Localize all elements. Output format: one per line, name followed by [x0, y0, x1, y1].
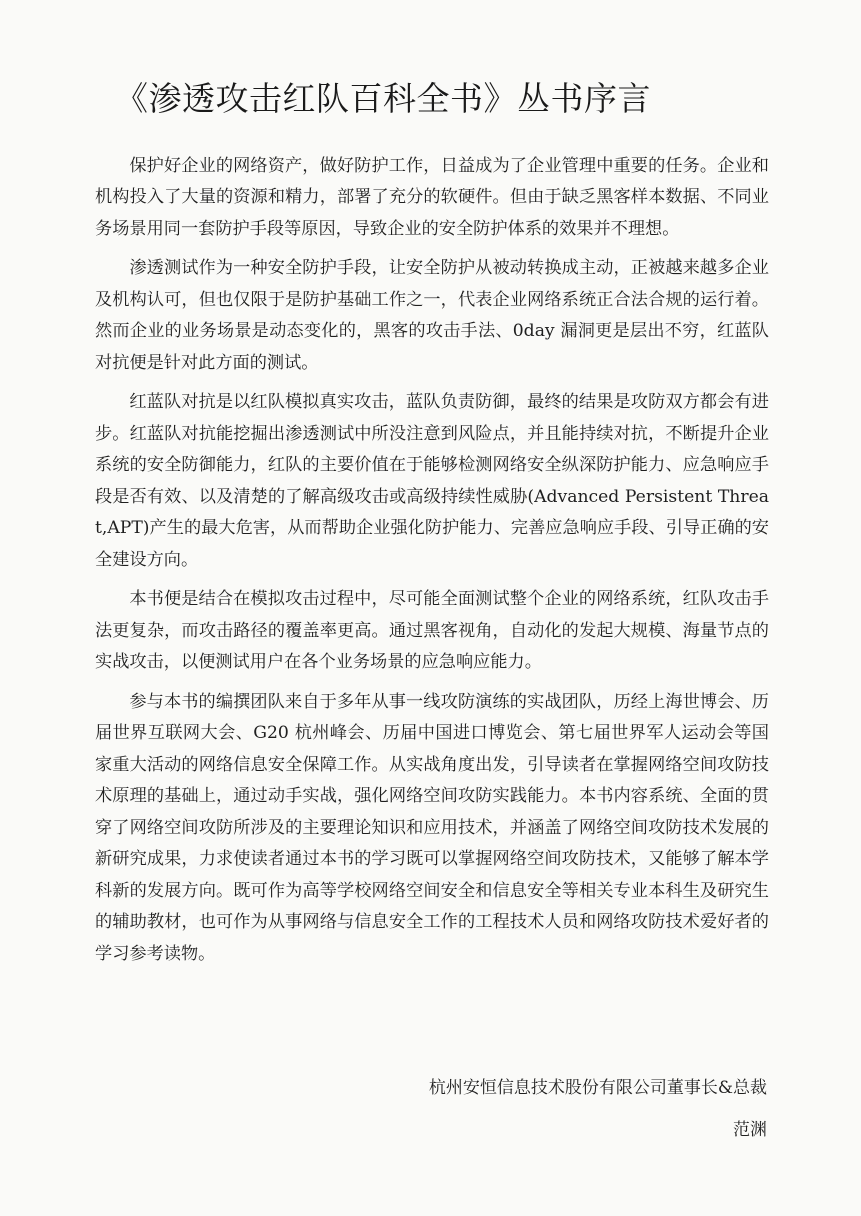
paragraph-2: 渗透测试作为一种安全防护手段，让安全防护从被动转换成主动，正被越来越多企业及机构认可，但也仅限于是防护基础工作之一，代表企业网络系统正合法合规的运行着。然而企业的业务场景是动态变化的，黑客的攻击手法、0day 漏洞更是层出不穷，红蓝队对抗便是针对此方面的测试。 [95, 258, 769, 373]
paragraph-5: 参与本书的编撰团队来自于多年从事一线攻防演练的实战团队，历经上海世博会、历届世界互联网大会、G20 杭州峰会、历届中国进口博览会、第七届世界军人运动会等国家重大活动的网络信息安全保障工作。从实战角度出发，引导读者在掌握网络空间攻防技术原理的基础上，通过动手实战，强化网络空间攻防实践能力。本书内容系统、全面的贯穿了网络空间攻防所涉及的主要理论知识和应用技术，并涵盖了网络空间攻防技术发展的新研究成果，力求使读者通过本书的学习既可以掌握网络空间攻防技术，又能够了解本学科新的发展方向。既可作为高等学校网络空间安全和信息安全等相关专业本科生及研究生的辅助教材，也可作为从事网络与信息安全工作的工程技术人员和网络攻防技术爱好者的学习参考读物。 [95, 691, 769, 964]
preface-body [95, 151, 769, 971]
paragraph-3: 红蓝队对抗是以红队模拟真实攻击，蓝队负责防御，最终的结果是攻防双方都会有进步。红蓝队对抗能挖掘出渗透测试中所没注意到风险点，并且能持续对抗，不断提升企业系统的安全防御能力，红队的主要价值在于能够检测网络安全纵深防护能力、应急响应手段是否有效、以及清楚的了解高级攻击或高级持续性威胁(Advanced Persistent Threat,APT)产生的最大危害，从而帮助企业强化防护能力、完善应急响应手段、引导正确的安全建设方向。 [95, 392, 769, 570]
page-title: 《渗透攻击红队百科全书》丛书序言 [115, 79, 651, 118]
signature-name: 范渊 [733, 1120, 767, 1140]
paragraph-4: 本书便是结合在模拟攻击过程中，尽可能全面测试整个企业的网络系统，红队攻击手法更复杂，而攻击路径的覆盖率更高。通过黑客视角，自动化的发起大规模、海量节点的实战攻击，以便测试用户在各个业务场景的应急响应能力。 [95, 589, 769, 673]
signature-organization: 杭州安恒信息技术股份有限公司董事长&总裁 [428, 1078, 767, 1098]
paragraph-1: 保护好企业的网络资产，做好防护工作，日益成为了企业管理中重要的任务。企业和机构投入了大量的资源和精力，部署了充分的软硬件。但由于缺乏黑客样本数据、不同业务场景用同一套防护手段等原因，导致企业的安全防护体系的效果并不理想。 [95, 155, 769, 239]
